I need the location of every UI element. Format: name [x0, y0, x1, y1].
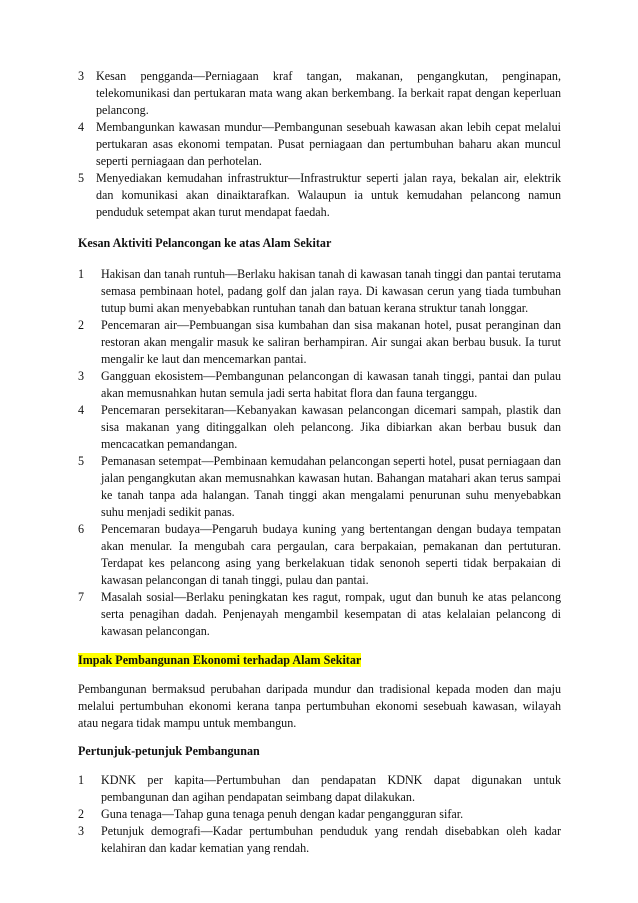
- environment-effects-list: [78, 266, 561, 640]
- item-number: 3: [78, 69, 85, 83]
- item-number: 7: [78, 590, 85, 604]
- item-number: 4: [78, 403, 85, 417]
- item-number: 5: [78, 171, 85, 185]
- item-number: 3: [78, 824, 85, 838]
- item-text: Pencemaran air—Pembuangan sisa kumbahan dan sisa makanan hotel, pusat peranginan dan restoran akan mengalir masuk ke saliran berhampiran. Air sungai akan berbau busuk. Ia turut mengalir ke laut dan mencemarkan pantai.: [101, 318, 561, 366]
- item-text: Masalah sosial—Berlaku peningkatan kes ragut, rompak, ugut dan bunuh ke atas pelancong serta penagihan dadah. Penjenayah mengambil kesempatan di atas kelalaian pelancong di kawasan pelancongan.: [101, 590, 561, 638]
- item-number: 2: [78, 807, 85, 821]
- section-heading-economic-impact: Impak Pembangunan Ekonomi terhadap Alam Sekitar: [78, 653, 362, 667]
- list-item: [78, 317, 561, 368]
- list-item: [78, 589, 561, 640]
- item-text: Pencemaran persekitaran—Kebanyakan kawasan pelancongan dicemari sampah, plastik dan sisa makanan yang ditinggalkan oleh pelancong. Jika dibiarkan akan berbau busuk dan mencacatkan pemandangan.: [101, 403, 561, 451]
- section-heading-development-indicators: Pertunjuk-petunjuk Pembangunan: [78, 744, 260, 758]
- list-item: [78, 806, 561, 823]
- list-item: [78, 119, 561, 170]
- item-text: Gangguan ekosistem—Pembangunan pelancongan di kawasan tanah tinggi, pantai dan pulau akan memusnahkan hutan semula jadi serta habitat flora dan fauna terganggu.: [101, 369, 561, 400]
- development-indicators-list: [78, 772, 561, 857]
- item-text: Guna tenaga—Tahap guna tenaga penuh dengan kadar pengangguran sifar.: [101, 807, 464, 821]
- list-item: [78, 521, 561, 589]
- item-text: Petunjuk demografi—Kadar pertumbuhan penduduk yang rendah disebabkan oleh kadar kelahiran dan kadar kematian yang rendah.: [101, 824, 561, 855]
- list-item: [78, 402, 561, 453]
- list-item: [78, 266, 561, 317]
- item-number: 2: [78, 318, 85, 332]
- item-number: 5: [78, 454, 85, 468]
- list-item: [78, 68, 561, 119]
- item-text: Pencemaran budaya—Pengaruh budaya kuning yang bertentangan dengan budaya tempatan akan menular. Ia mengubah cara pergaulan, cara berpakaian, pemakanan dan pertuturan. Terdapat kes pelancong asing yang berkelakuan tidak senonoh seperti tidak berpakaian di kawasan pelancongan di tanah tinggi, pulau dan pantai.: [101, 522, 561, 587]
- tourism-economic-effects-list: [78, 68, 561, 221]
- item-number: 3: [78, 369, 85, 383]
- item-number: 4: [78, 120, 85, 134]
- section-heading-environment-effects: Kesan Aktiviti Pelancongan ke atas Alam Sekitar: [78, 236, 332, 250]
- list-item: [78, 823, 561, 857]
- page-content: [78, 68, 561, 857]
- list-item: [78, 368, 561, 402]
- item-number: 1: [78, 267, 85, 281]
- item-number: 1: [78, 773, 85, 787]
- list-item: [78, 772, 561, 806]
- item-text: Menyediakan kemudahan infrastruktur—Infrastruktur seperti jalan raya, bekalan air, elektrik dan komunikasi akan dinaiktarafkan. Walaupun ia untuk kemudahan pelancong namun penduduk setempat akan turut mendapat faedah.: [96, 171, 561, 219]
- item-text: Membangunkan kawasan mundur—Pembangunan sesebuah kawasan akan lebih cepat melalui pertukaran asas ekonomi tempatan. Pusat perniagaan dan pertumbuhan baharu akan muncul seperti perniagaan dan perhotelan.: [96, 120, 561, 168]
- item-text: Kesan pengganda—Perniagaan kraf tangan, makanan, pengangkutan, penginapan, telekomunikasi dan pertukaran mata wang akan berkembang. Ia berkait rapat dengan keperluan pelancong.: [96, 69, 561, 117]
- list-item: [78, 170, 561, 221]
- item-number: 6: [78, 522, 85, 536]
- list-item: [78, 453, 561, 521]
- item-text: Pemanasan setempat—Pembinaan kemudahan pelancongan seperti hotel, pusat perniagaan dan jalan pengangkutan akan memusnahkan kawasan hutan. Bahangan matahari akan terus sampai ke tanah tanpa ada halangan. Tanah tinggi akan mengalami penurunan suhu menyebabkan suhu menjadi sedikit panas.: [101, 454, 561, 519]
- item-text: KDNK per kapita—Pertumbuhan dan pendapatan KDNK dapat digunakan untuk pembangunan dan agihan pendapatan seimbang dapat dilakukan.: [101, 773, 561, 804]
- development-definition-paragraph: Pembangunan bermaksud perubahan daripada mundur dan tradisional kepada moden dan maju melalui pertumbuhan ekonomi kerana tanpa pertumbuhan ekonomi sesebuah kawasan, wilayah atau negara tidak mampu untuk membangun.: [78, 682, 561, 730]
- item-text: Hakisan dan tanah runtuh—Berlaku hakisan tanah di kawasan tanah tinggi dan pantai terutama semasa pembinaan hotel, padang golf dan jalan raya. Di kawasan cerun yang tiada tumbuhan tutup bumi akan menyebabkan runtuhan tanah dan batuan kerana struktur tanah longgar.: [101, 267, 561, 315]
